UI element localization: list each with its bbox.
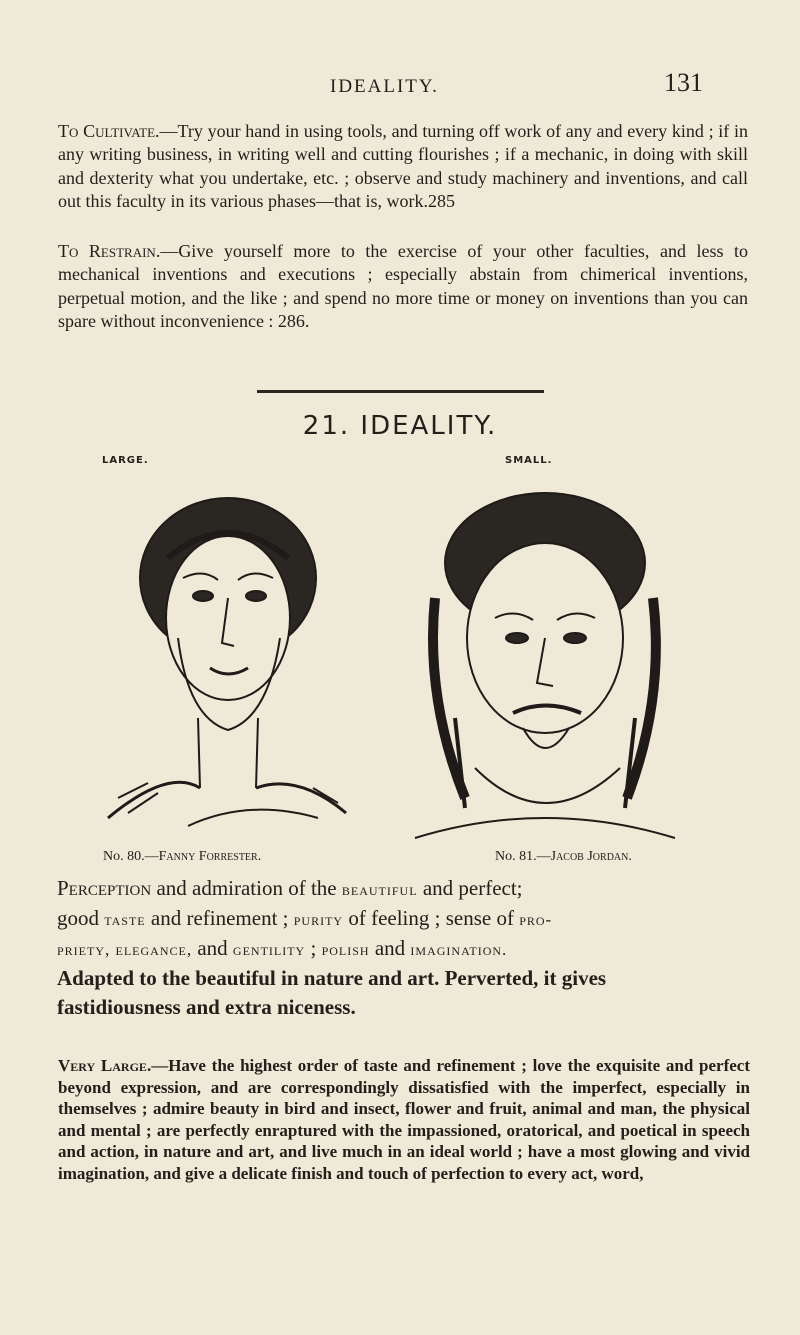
def-text-1: and admiration of the xyxy=(151,876,342,900)
def-perception: Perception xyxy=(57,876,152,900)
very-large-paragraph xyxy=(58,1055,750,1184)
def-propriety-start: pro- xyxy=(519,910,553,929)
portrait-jacob-jordan xyxy=(395,468,685,846)
cultivate-paragraph xyxy=(58,120,748,214)
faculty-definition xyxy=(57,874,749,1022)
chapter-title: 21. IDEALITY. xyxy=(302,411,498,441)
def-imagination: imagination. xyxy=(410,940,508,959)
def-gentility: gentility xyxy=(232,940,306,959)
def-text-3: good xyxy=(57,906,105,930)
def-purity: purity xyxy=(293,910,344,929)
very-large-text: .—Have the highest order of taste and refinement ; love the exquisite and perfect beyond expression, and are correspondingly dissatisfied with the imperfect, especially in themselves ; admire beauty in bird and insect, flower and fruit, animal and man, the physical and mental ; are perfectly enraptured with the impassioned, oratorical, and poetical in speech and action, in nature and art, and live much in an ideal world ; have a most glowing and vivid imagination, and give a delicate finish and touch of perfection to every act, word, xyxy=(58,1056,750,1183)
caption-right-number: No. 81.— xyxy=(495,849,551,864)
page-number: 131 xyxy=(664,68,703,97)
def-text-4: and refinement ; xyxy=(145,906,294,930)
def-text-7: ; xyxy=(305,936,322,960)
def-text-8: and xyxy=(369,936,411,960)
def-text-2: and perfect; xyxy=(417,876,523,900)
def-polish: polish xyxy=(321,940,370,959)
portrait-fanny-forrester xyxy=(88,468,363,846)
definition-line-3 xyxy=(57,934,749,964)
running-head: IDEALITY. xyxy=(330,76,439,97)
caption-left-number: No. 80.— xyxy=(103,849,159,864)
restrain-lead: To Restrain xyxy=(58,241,156,261)
definition-line-1 xyxy=(57,874,749,904)
def-text-5: of feeling ; sense of xyxy=(343,906,520,930)
large-label: LARGE. xyxy=(102,455,149,466)
restrain-text: .—Give yourself more to the exercise of your other faculties, and less to mechanical inventions and executions ; especially abstain from chimerical inventions, perpetual motion, and the like ; and spend no more time or money on inventions than you can spare without inconvenience : 286. xyxy=(58,241,748,332)
cultivate-text: .—Try your hand in using tools, and turning off work of any and every kind ; if in any writing business, in writing well and cutting flourishes ; if a mechanic, in doing with skill and dexterity what you undertake, etc. ; observe and study machinery and inventions, and call out this faculty in its various phases—that is, work.285 xyxy=(58,121,748,212)
small-label: SMALL. xyxy=(505,455,553,466)
section-rule xyxy=(257,390,544,393)
definition-line-5: fastidiousness and extra niceness. xyxy=(57,995,356,1019)
def-propriety-end: priety, elegance, xyxy=(57,940,193,959)
cultivate-lead: To Cultivate xyxy=(58,121,156,141)
caption-left xyxy=(103,849,261,865)
def-text-6: and xyxy=(192,936,233,960)
definition-line-2 xyxy=(57,904,749,934)
definition-line-4: Adapted to the beautiful in nature and art. Perverted, it gives xyxy=(57,966,607,990)
caption-right-name: Jacob Jordan. xyxy=(550,849,632,864)
very-large-lead: Very Large xyxy=(58,1056,147,1075)
caption-right xyxy=(495,849,632,865)
def-beautiful: beautiful xyxy=(341,880,418,899)
def-taste: taste xyxy=(104,910,146,929)
caption-left-name: Fanny Forrester. xyxy=(158,849,262,864)
restrain-paragraph xyxy=(58,240,748,334)
